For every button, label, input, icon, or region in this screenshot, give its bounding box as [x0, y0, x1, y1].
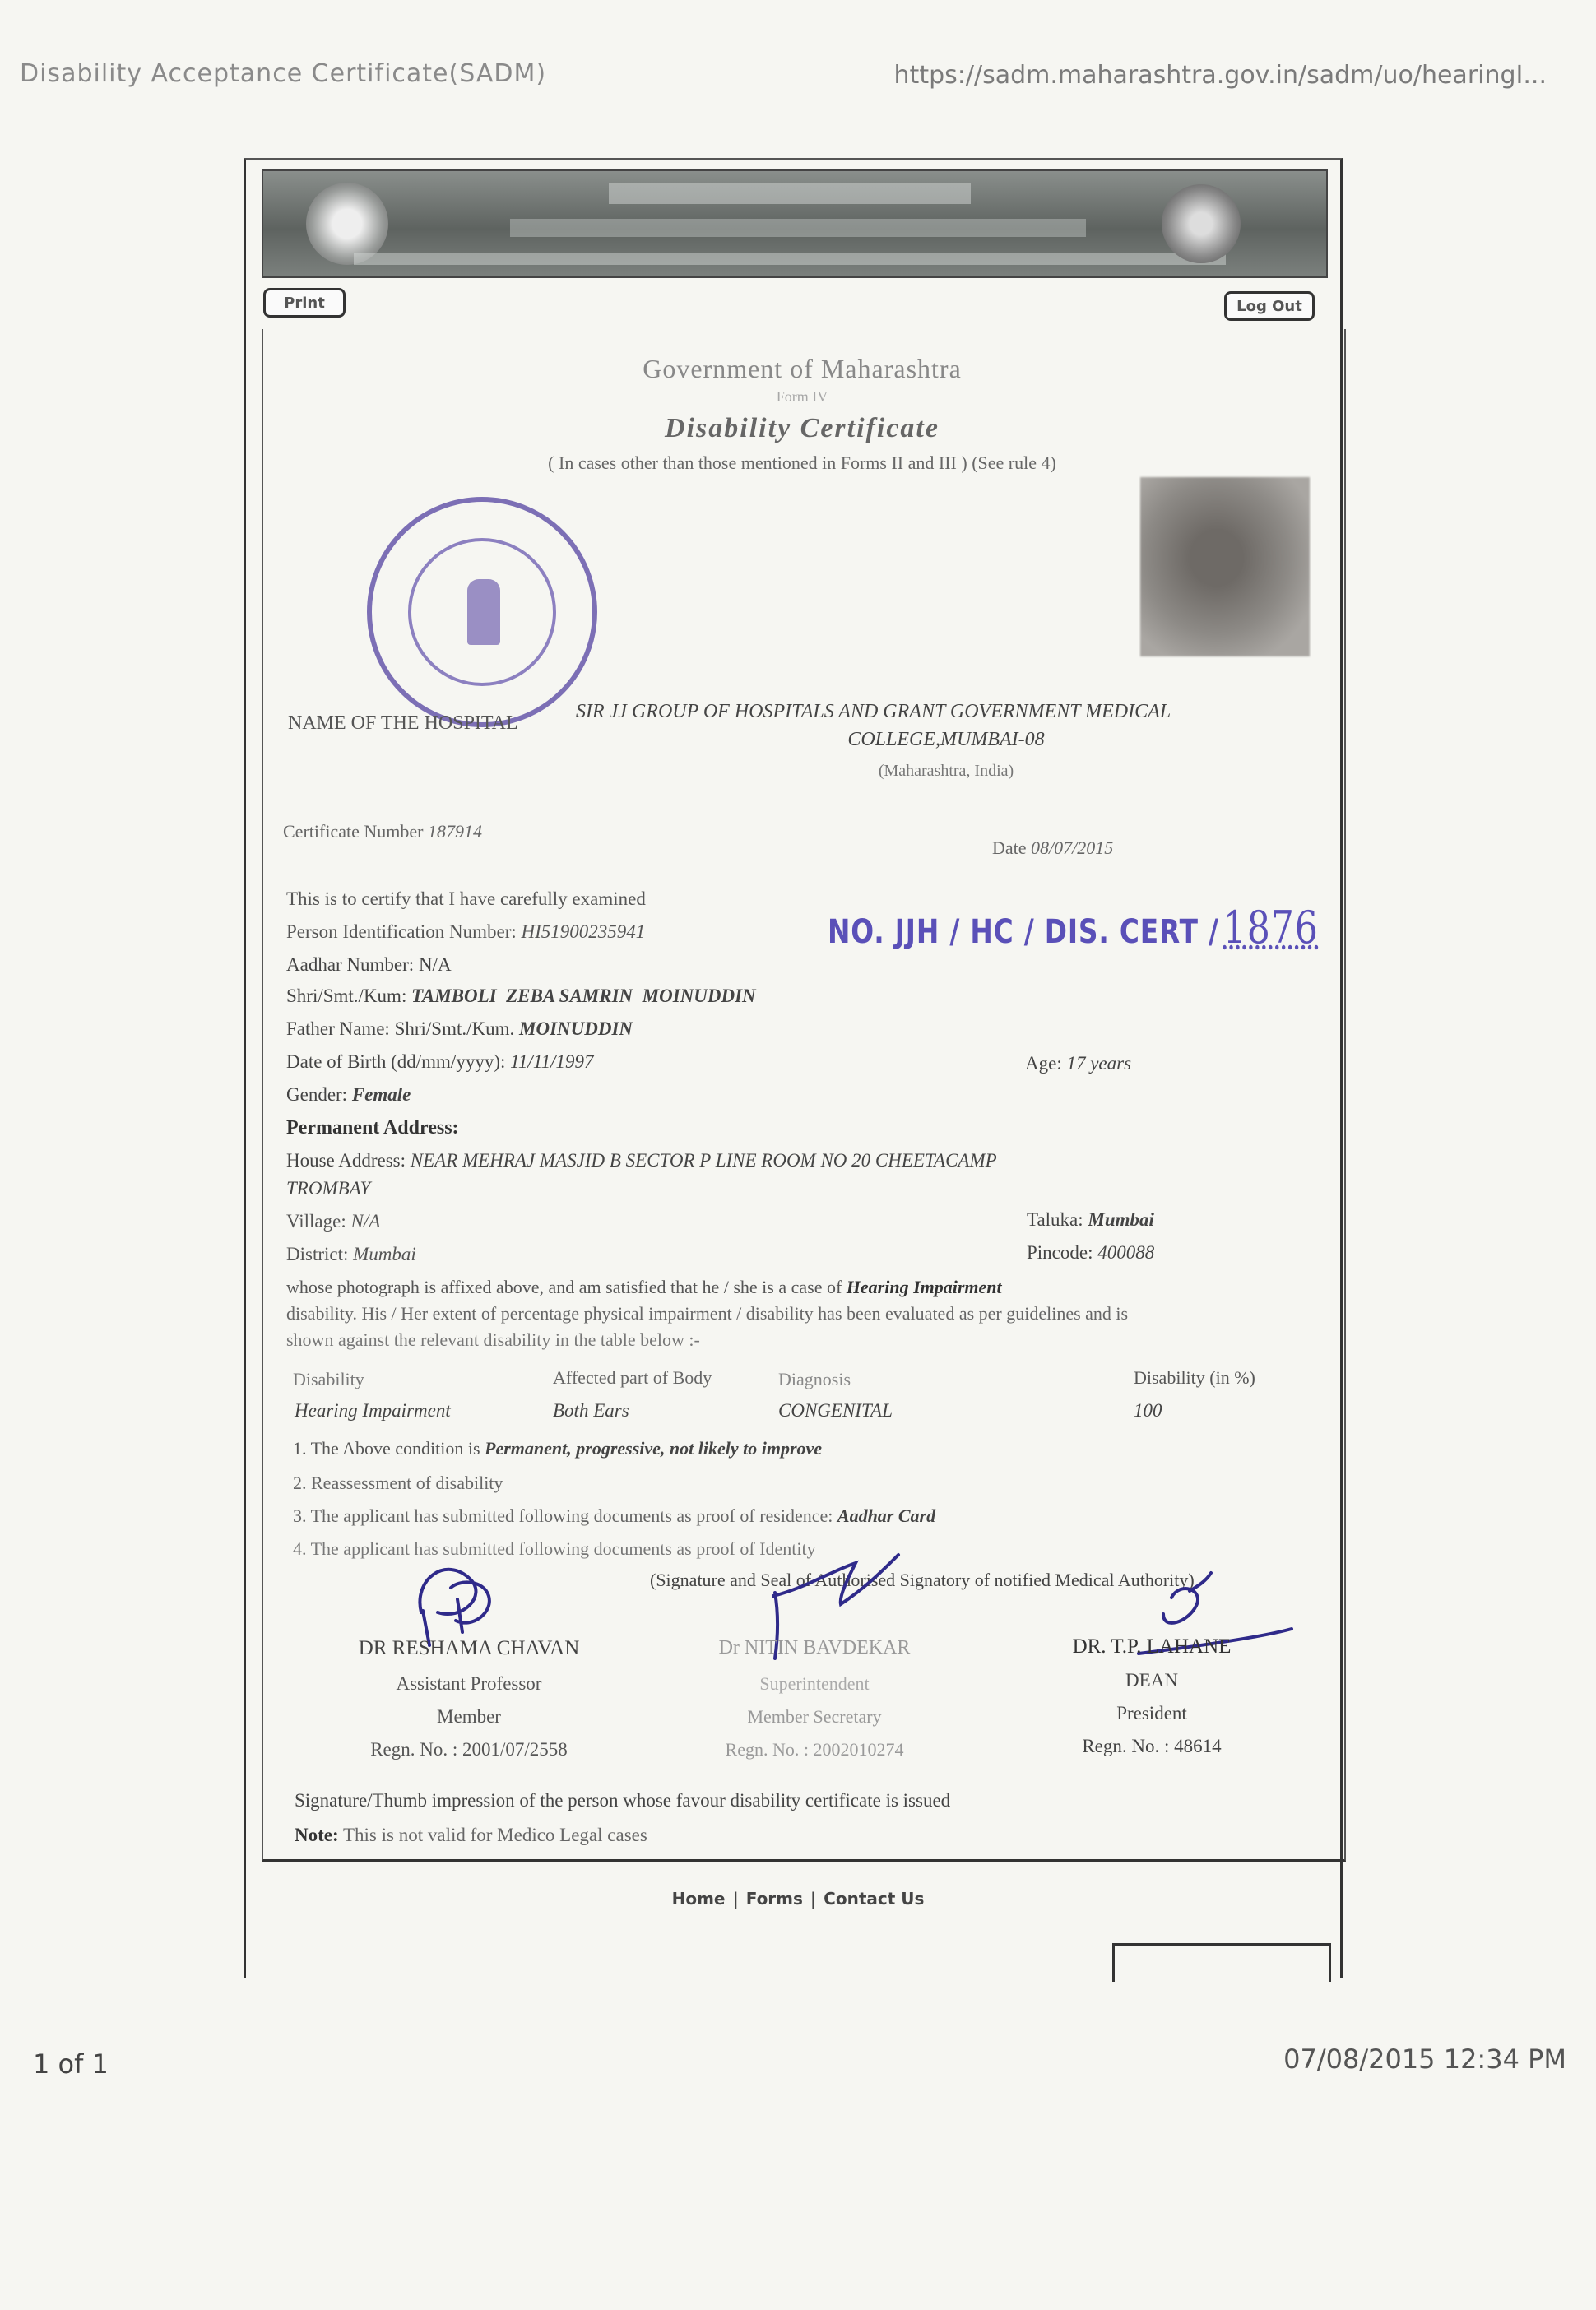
signatory-regn: Regn. No. : 48614 [1082, 1736, 1222, 1756]
government-heading: Government of Maharashtra [643, 354, 962, 383]
signatory-regn: Regn. No. : 2001/07/2558 [370, 1739, 568, 1760]
age-value: 17 years [1066, 1053, 1132, 1074]
signatory-name: Dr NITIN BAVDEKAR [718, 1637, 911, 1658]
signatory-role: Superintendent [759, 1673, 870, 1694]
office-reference-stamp: NO. JJH / HC / DIS. CERT /1876 [828, 902, 1319, 953]
statement-line3: shown against the relevant disability in the table below :- [286, 1329, 700, 1350]
condition-4: 4. The applicant has submitted following documents as proof of Identity [293, 1538, 816, 1559]
father-name-label: Father Name: Shri/Smt./Kum. [286, 1018, 515, 1039]
contact-us-link[interactable]: Contact Us [824, 1889, 925, 1909]
pin-label: Person Identification Number: [286, 921, 517, 942]
note-text: This is not valid for Medico Legal cases [342, 1825, 647, 1845]
table-header-disability: Disability [293, 1369, 364, 1389]
hospital-location: (Maharashtra, India) [878, 762, 1014, 780]
person-identification-number: HI51900235941 [521, 921, 646, 942]
forms-link[interactable]: Forms [745, 1889, 803, 1909]
print-timestamp: 07/08/2015 12:34 PM [1283, 2043, 1566, 2075]
certificate-title: Disability Certificate [665, 413, 940, 443]
disability-case: Hearing Impairment [846, 1277, 1002, 1297]
gender-value: Female [351, 1084, 411, 1105]
pincode-label: Pincode: [1027, 1242, 1093, 1263]
thumb-impression-note: Signature/Thumb impression of the person whose favour disability certificate is issued [295, 1790, 951, 1811]
condition-3-value: Aadhar Card [837, 1505, 936, 1526]
table-cell-body-part: Both Ears [553, 1400, 629, 1421]
table-cell-diagnosis: CONGENITAL [778, 1400, 893, 1421]
age-label: Age: [1025, 1053, 1062, 1074]
browser-page-title: Disability Acceptance Certificate(SADM) [20, 59, 547, 88]
taluka-label: Taluka: [1027, 1209, 1083, 1230]
signatory-position: Member [437, 1706, 501, 1727]
statement-line1: whose photograph is affixed above, and am satisfied that he / she is a case of [286, 1277, 842, 1297]
house-address-line2: TROMBAY [286, 1178, 371, 1199]
name-label: Shri/Smt./Kum: [286, 986, 407, 1006]
signatory-position: President [1116, 1703, 1187, 1723]
logout-button[interactable]: Log Out [1224, 291, 1315, 321]
house-address-line1: NEAR MEHRAJ MASJID B SECTOR P LINE ROOM NO 20 CHEETACAMP [410, 1150, 997, 1171]
table-cell-disability: Hearing Impairment [295, 1400, 451, 1421]
signatory-regn: Regn. No. : 2002010274 [725, 1739, 904, 1760]
father-name: MOINUDDIN [519, 1018, 633, 1039]
certificate-number: 187914 [427, 821, 482, 842]
certify-intro: This is to certify that I have carefully examined [286, 888, 646, 909]
village-label: Village: [286, 1211, 346, 1232]
signatory-name: DR. T.P. LAHANE [1072, 1635, 1232, 1658]
hospital-name-line1: SIR JJ GROUP OF HOSPITALS AND GRANT GOVERNMENT MEDICAL [576, 701, 1171, 722]
district-label: District: [286, 1244, 349, 1264]
footer-links: Home | Forms | Contact Us [671, 1889, 925, 1909]
condition-3-label: 3. The applicant has submitted following documents as proof of residence: [293, 1505, 833, 1526]
signatory-role: DEAN [1125, 1670, 1178, 1691]
taluka-value: Mumbai [1088, 1209, 1154, 1230]
applicant-name: TAMBOLI ZEBA SAMRIN MOINUDDIN [411, 986, 756, 1006]
dob-label: Date of Birth (dd/mm/yyyy): [286, 1051, 506, 1072]
note-label: Note: [295, 1825, 339, 1845]
signatory-position: Member Secretary [747, 1706, 882, 1727]
condition-2: 2. Reassessment of disability [293, 1473, 503, 1493]
house-address-label: House Address: [286, 1150, 406, 1171]
table-header-percent: Disability (in %) [1134, 1367, 1255, 1388]
table-header-body-part: Affected part of Body [553, 1367, 712, 1388]
condition-1-label: 1. The Above condition is [293, 1438, 480, 1459]
form-number: Form IV [776, 388, 828, 405]
hospital-name-line2: COLLEGE,MUMBAI-08 [847, 729, 1045, 750]
signature-chavan [420, 1570, 489, 1645]
signatory-role: Assistant Professor [396, 1673, 542, 1694]
browser-url: https://sadm.maharashtra.gov.in/sadm/uo/hearingI... [893, 61, 1547, 90]
pincode-value: 400088 [1097, 1242, 1155, 1263]
print-button[interactable]: Print [263, 288, 346, 318]
gender-label: Gender: [286, 1084, 348, 1105]
permanent-address-heading: Permanent Address: [286, 1117, 459, 1139]
bottom-widget [1112, 1943, 1331, 1982]
signature-note: (Signature and Seal of Authorised Signatory of notified Medical Authority) [650, 1570, 1195, 1590]
certificate-date: 08/07/2015 [1031, 837, 1114, 858]
statement-line2: disability. His / Her extent of percentage physical impairment / disability has been evaluated as per guidelines and is [286, 1303, 1129, 1324]
page-count: 1 of 1 [33, 2048, 109, 2080]
table-header-diagnosis: Diagnosis [778, 1369, 851, 1389]
hospital-label: NAME OF THE HOSPITAL [288, 712, 518, 734]
signatory-name: DR RESHAMA CHAVAN [358, 1637, 580, 1659]
district-value: Mumbai [353, 1244, 416, 1264]
village-value: N/A [350, 1211, 381, 1232]
date-label: Date [992, 837, 1027, 858]
home-link[interactable]: Home [671, 1889, 726, 1909]
certificate-subtitle: ( In cases other than those mentioned in Forms II and III ) (See rule 4) [548, 452, 1056, 473]
handwritten-reference-number: 1876 [1223, 902, 1319, 953]
certificate-number-label: Certificate Number [283, 821, 424, 842]
condition-1-value: Permanent, progressive, not likely to improve [485, 1438, 823, 1459]
date-of-birth: 11/11/1997 [510, 1051, 594, 1072]
aadhar-number: Aadhar Number: N/A [286, 954, 452, 975]
table-cell-percent: 100 [1134, 1400, 1162, 1421]
